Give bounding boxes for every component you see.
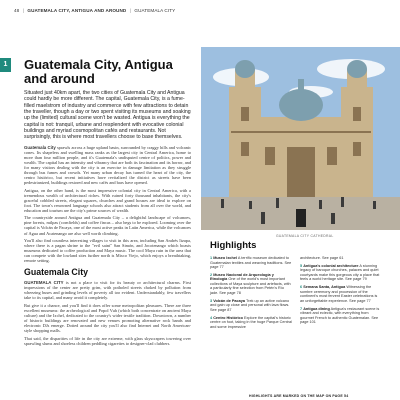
separator: | [22,8,24,13]
highlight-text: A terrific museum dedicated to Guatemalan textiles and weaving traditions. See page 77 [210,256,292,269]
highlight-item [210,273,292,296]
highlight-item [300,256,382,261]
bullet-number: 7 [300,306,303,311]
highlight-item [210,299,292,313]
paragraph-text: is not a place to visit for its beauty or architectural charms. First impressions of the center are pretty grim, with potholed streets choked by pollution from wheezing buses and grinding levels of poverty all too evident. Understandably, few travellers take to its capital, and many avoid it completely. [24,280,191,301]
highlight-text: architecture. See page 61 [300,256,344,260]
bullet-number: 6 [300,285,303,290]
body-paragraph [24,145,191,185]
highlight-name: Antigua dining [303,306,330,311]
paragraph-text: You'll also find countless interesting villages to visit in this area, including San Andrés Itzapa, where there is a pagan shrine to the "evil saint" San Simón, and Jocotenango which boasts museums dedicated to coffee production and Maya music. The cool Maya ruin in the area that can compete with the lowland sites further north is Mixco Viejo, which enjoys a breathtaking, remote setting. [24,238,191,264]
paragraph-text: sprawls across a huge upland basin, surrounded by craggy hills and volcanic cones. Its shapeless and swelling mass ranks as the largest city in Central America, home to more than four million people, and it's Guatemala's undisputed centre of politics, power and wealth. The capital has an intensity and vibrancy that are both its fascination and its horror, and for many visitors dealing with the city is an exercise in damage limitation as they struggle through bus fumes and crowds. Yet many urban decay has turned the heart of the city, the centro histórico, but recent initiatives have revitalized the district as streets have been pedestrianized, buildings restored and new cafés and bars have opened. [24,144,191,186]
highlight-text: Explore the capital's historic centre on foot, taking in the huge Parque Central and some impressive [210,315,292,329]
running-head [14,8,175,13]
section-title: Guatemala City [24,267,89,278]
highlight-text: Antigua's restaurant scene is vibrant and eclectic, with everything from gourmet French to authentic Guatemalan. See page 101 [300,306,380,325]
paragraph-text: That said, the disparities of life in the city are extreme, with glass skyscrapers towering over sprawling slums and shoeless children peddling cigarettes to designer-clad clubbers. [24,335,191,346]
highlight-name: Centro Histórico [213,315,243,320]
highlight-item [300,307,382,325]
lead-in: GUATEMALA CITY [24,280,64,286]
bullet-number: 3 [210,298,213,303]
cathedral-photo [201,47,400,230]
body-paragraph [24,336,191,346]
separator: | [129,8,132,13]
highlight-item [300,264,382,282]
running-head-section: GUATEMALA CITY, ANTIGUA AND AROUND [27,8,127,13]
body-paragraph [24,303,191,333]
photo-caption: GUATEMALA CITY CATHEDRAL [276,234,334,238]
intro-paragraph: Situated just 40km apart, the two cities of Guatemala City and Antigua could hardly be more different. The capital, Guatemala City, is a fume-filled maelstrom of industry and commerce with few attractions to detain the traveller, though a day or two spent visiting its museums and soaking up the (limited) cultural scene won't be wasted. Antigua is everything the capital is not: tranquil, urbane and resplendent with evocative colonial buildings and myriad cosmopolitan cafés and restaurants. Not surprisingly, this is where most travellers choose to base themselves. [24,90,191,141]
highlight-text: A stunning legacy of baroque churches, palaces and quiet courtyards make this gorgeous city a place that feels a world heritage site. See page 79 [300,263,380,282]
highlights-column-2 [300,256,382,328]
highlights-title: Highlights [210,240,257,251]
highlight-name: Museo Ixchel [213,256,238,260]
main-column [24,58,191,348]
bullet-number: 5 [300,263,303,268]
highlight-item [300,285,382,303]
body-paragraph [24,215,191,235]
running-head-subsection: GUATEMALA CITY [134,8,176,13]
highlight-name: Semana Santa, Antigua [303,285,346,290]
highlight-text: One of the world's most important collections of Maya sculpture and artefacts, with a particularly fine selection from Petén's Río jade. See page 78 [210,277,291,295]
cathedral-illustration [201,47,400,230]
page-number: 48 [14,8,20,13]
highlight-name: Museo Nacional de Arqueología y Etnología [210,272,274,282]
bullet-number: 2 [210,272,213,277]
highlight-item [210,316,292,330]
highlights-footer: HIGHLIGHTS ARE MARKED ON THE MAP ON PAGE 54 [249,394,349,398]
highlight-text: Witnessing the sombre ceremony and procession of the continent's most fervent Easter celebrations is an unforgettable experience. See page 77 [300,285,378,303]
lamp-post [296,209,306,227]
highlight-name: Antigua's colonial architecture [303,263,359,268]
highlight-name: Volcán de Pacaya [213,298,245,303]
paragraph-text: But give it a chance, and you'll find it does offer some metropolitan pleasures. There are three excellent museums: the archeological and Popol Vuh (which both concentrate on ancient Maya culture) and the Ixchel, dedicated to the country's wider textile tradition. Downtown, a number of historic buildings are renovated and new venues promoting alternative rock bands and electronic DJs emerge. Dotted around the city you'll also find Internet and North American-style shopping malls. [24,302,191,334]
highlight-item [210,256,292,270]
chapter-title: Guatemala City, Antigua and around [24,57,173,86]
highlight-text: Trek up an active volcano and gain up close and personal with lava flows. See page 87 [210,298,290,312]
paragraph-text: Antigua, on the other hand, is the most impressive colonial city in Central America, with a tremendous wealth of architectural riches. With ruined forty thousand inhabitants, the city's graceful cobbled streets, elegant squares, churches and grand houses are ideal to explore on foot. The town's renowned language schools also attract students from all over the world, and education and tourism are the city's prime sources of wealth. [24,187,191,213]
body-paragraph [24,280,191,300]
bullet-number: 1 [210,256,213,260]
body-paragraph [24,188,191,213]
bullet-number: 4 [210,315,213,320]
paragraph-text: The countryside around Antigua and Guatemala City – a delightful landscape of volcanoes, pine forests, milpas (cornfields) and coffee fincas – also begs to be explored. Looming over the capital is Volcán de Pacaya, one of the most active peaks in Latin America, while the volcanoes of Agua and Acatenango are also well worth climbing. [24,215,191,236]
chapter-number-tab: 1 [0,58,11,72]
lead-in: Guatemala City [24,144,56,150]
body-paragraph [24,238,191,263]
highlights-column-1 [210,256,292,333]
